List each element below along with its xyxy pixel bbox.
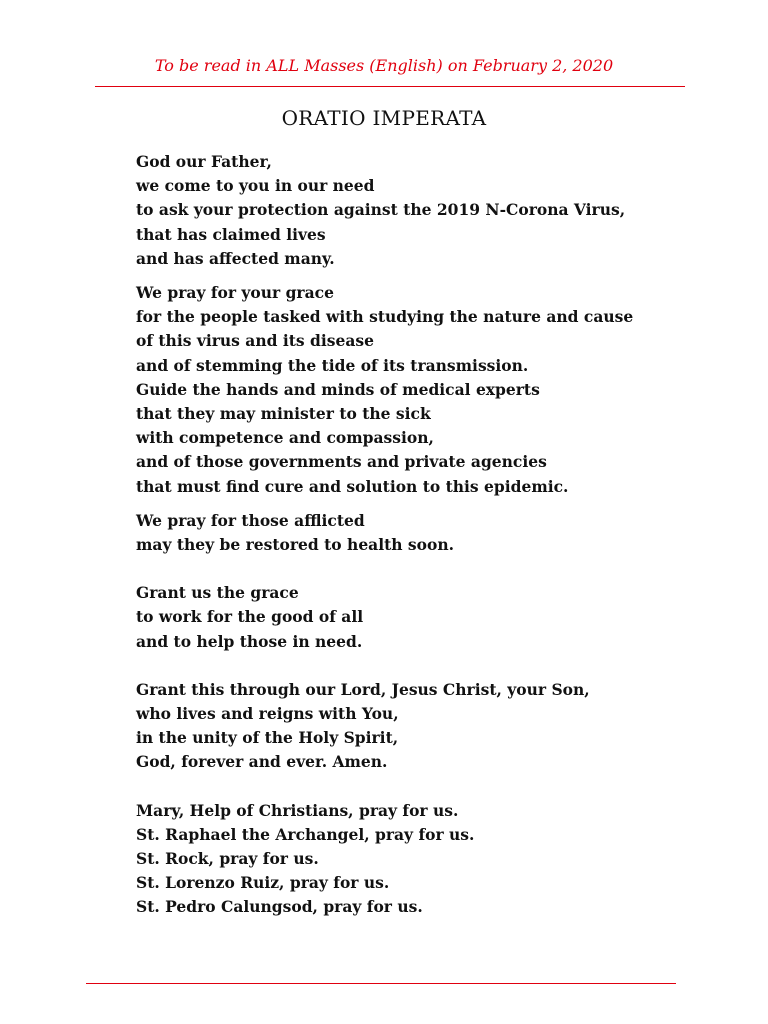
prayer-line: and has affected many. (136, 248, 335, 268)
bottom-divider (86, 983, 676, 984)
prayer-line: that must find cure and solution to this epidemic. (136, 476, 569, 496)
prayer-line: of this virus and its disease (136, 331, 374, 351)
prayer-line: that they may minister to the sick (136, 404, 431, 424)
prayer-line: God our Father, (136, 152, 272, 171)
prayer-line: to ask your protection against the 2019 N-Corona Virus, (136, 200, 626, 220)
prayer-line: We pray for your grace (136, 283, 334, 303)
prayer-body (136, 150, 736, 920)
prayer-line: and of stemming the tide of its transmission. (136, 355, 529, 375)
prayer-line: St. Pedro Calungsod, pray for us. (136, 897, 423, 917)
stanza-grant-grace (136, 581, 736, 654)
prayer-line: may they be restored to health soon. (136, 535, 454, 555)
prayer-line: with competence and compassion, (136, 428, 434, 448)
page-title: ORATIO IMPERATA (281, 106, 487, 130)
prayer-line: and of those governments and private agencies (136, 452, 547, 472)
stanza-litany (136, 799, 736, 920)
prayer-line: who lives and reigns with You, (136, 704, 399, 724)
prayer-line: in the unity of the Holy Spirit, (136, 728, 399, 748)
prayer-line: Mary, Help of Christians, pray for us. (136, 800, 459, 820)
top-divider (95, 86, 685, 87)
prayer-line: St. Lorenzo Ruiz, pray for us. (136, 873, 390, 893)
stanza-grace (136, 281, 736, 499)
prayer-line: we come to you in our need (136, 176, 375, 196)
stanza-afflicted (136, 509, 736, 557)
stanza-doxology (136, 678, 736, 775)
prayer-line: Grant us the grace (136, 583, 299, 603)
stanza-invocation (136, 150, 736, 271)
prayer-line: God, forever and ever. Amen. (136, 752, 388, 772)
header-note: To be read in ALL Masses (English) on February 2, 2020 (154, 56, 614, 75)
prayer-line: We pray for those afflicted (136, 510, 365, 530)
prayer-line: Grant this through our Lord, Jesus Christ, your Son, (136, 679, 590, 699)
prayer-line: and to help those in need. (136, 631, 363, 651)
prayer-line: Guide the hands and minds of medical experts (136, 379, 540, 399)
prayer-line: for the people tasked with studying the nature and cause (136, 307, 634, 327)
prayer-line: that has claimed lives (136, 224, 326, 244)
prayer-line: St. Raphael the Archangel, pray for us. (136, 824, 475, 844)
prayer-line: St. Rock, pray for us. (136, 849, 319, 869)
prayer-line: to work for the good of all (136, 607, 364, 627)
